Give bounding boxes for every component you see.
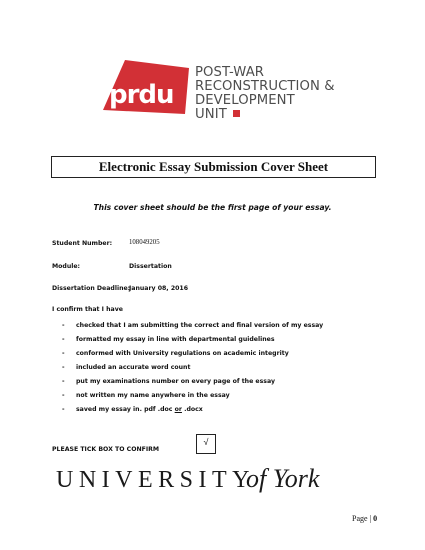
confirm-checkbox[interactable] [196,434,216,454]
page-number-value: 0 [373,514,378,523]
deadline-value: January 08, 2016 [129,285,189,292]
york-logo-university: UNIVERSITY [56,467,255,493]
deadline-label: Dissertation Deadline: [52,285,131,292]
title-box [51,156,376,178]
page-title: Electronic Essay Submission Cover Sheet [98,159,329,174]
unit-name-line-4-text: UNIT [195,107,227,122]
student-number-value: 108049205 [129,239,160,246]
student-number-label: Student Number: [52,240,113,247]
tick-instruction: PLEASE TICK BOX TO CONFIRM [52,446,160,453]
confirm-intro: I confirm that I have [52,306,123,313]
unit-name-line-2: RECONSTRUCTION & [195,79,335,94]
unit-name-line-4 [195,108,335,122]
unit-name-line-3: DEVELOPMENT [195,93,295,108]
tick-mark-icon: √ [203,437,209,447]
prdu-logo [103,58,189,116]
prdu-logo-text: prdu [109,80,174,110]
page-number: Page | 0 [352,514,378,523]
unit-name-line-1: POST-WAR [195,65,265,80]
module-value: Dissertation [129,263,172,270]
unit-name [195,66,335,122]
york-logo-of-york: of York [246,464,320,493]
subtitle: This cover sheet should be the first page of your essay. [93,203,332,212]
university-of-york-logo [56,460,356,496]
red-square-icon [233,110,240,117]
module-label: Module: [52,263,81,270]
page-label: Page [352,514,368,523]
